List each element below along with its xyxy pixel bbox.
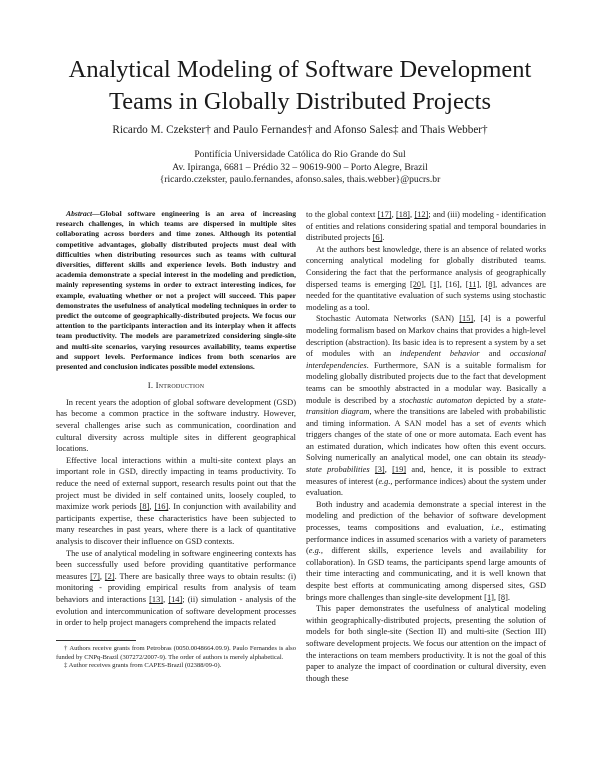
paragraph-text: and, hence, it is possible to extract measures of interest ( bbox=[306, 465, 547, 486]
paragraph-text: . There are basically three ways to obtain results: (i) monitoring - providing empirical results from analysis of team behaviors and interactions bbox=[56, 571, 296, 604]
emphasis: i.e. bbox=[491, 523, 502, 533]
citation-link[interactable]: [16] bbox=[154, 502, 169, 512]
paragraph-text: , estimating performance indices in assumed scenarios with a variety of parameters ( bbox=[306, 523, 546, 556]
emphasis: occasional interdependencies bbox=[306, 349, 547, 370]
citation-link[interactable]: [3] bbox=[374, 465, 385, 475]
footnote-divider bbox=[56, 640, 136, 641]
paragraph-text: depicted by a bbox=[472, 395, 528, 405]
citation-link[interactable]: [8] bbox=[498, 592, 508, 602]
citation-link[interactable]: [18] bbox=[396, 210, 410, 219]
citation-link[interactable]: [7] bbox=[90, 571, 100, 581]
paragraph-text: The use of analytical modeling in software engineering contexts has been successfully used before providing quantitative performance measures bbox=[56, 548, 296, 581]
emphasis: stochastic automaton bbox=[399, 395, 473, 405]
affiliation-line-2: Av. Ipiranga, 6681 – Prédio 32 – 90619-900 – Porto Alegre, Brazil bbox=[172, 161, 428, 173]
abstract-label: Abstract bbox=[66, 209, 93, 218]
affiliation-block bbox=[40, 149, 560, 187]
abstract bbox=[56, 209, 296, 372]
emphasis: e.g. bbox=[378, 476, 391, 486]
paragraph-text: , where the transitions are labeled with probabilistic and timing information. A SAN model has a set of bbox=[306, 407, 546, 428]
citation-link[interactable]: [17] bbox=[377, 210, 392, 219]
citation-link[interactable]: [15] bbox=[459, 314, 474, 324]
citation-link[interactable]: [14] bbox=[168, 594, 183, 604]
citation-link[interactable]: [1] bbox=[429, 279, 440, 289]
emphasis: state-transition diagram bbox=[306, 395, 547, 417]
affiliation-emails: {ricardo.czekster, paulo.fernandes, afonso.sales, thais.webber}@pucrs.br bbox=[159, 174, 441, 186]
author-list: Ricardo M. Czekster† and Paulo Fernandes† and Afonso Sales‡ and Thais Webber† bbox=[112, 124, 488, 136]
paragraph-text: Both industry and academia demonstrate a special interest in the modeling and prediction of the behavior of software development processes, teams compositions and evaluation, bbox=[306, 499, 546, 533]
citation-link[interactable]: [11] bbox=[465, 279, 480, 289]
citation-link[interactable]: [12] bbox=[414, 210, 429, 219]
right-column bbox=[306, 209, 546, 684]
right-paragraph-4: Both industry and academia demonstrate a special interest in the modeling and prediction of the behavior of software development processes, teams compositions and evaluation, i.e., estimating performance indices in assumed scenarios with a variety of parameters (e.g., different skills, experience levels and availability for collaboration). In GSD teams, the participants spend large amounts of their time interacting and communicating, and it is well known that despite best efforts at communicating among dispersed sites, GSD brings more challenges than single-site development [1], [8]. bbox=[306, 499, 546, 602]
emphasis: events bbox=[500, 418, 522, 428]
paragraph-text: Stochastic Automata Networks (SAN) bbox=[316, 314, 460, 324]
title-line-1: Analytical Modeling of Software Development bbox=[68, 56, 532, 83]
citation-link[interactable]: [2] bbox=[104, 571, 115, 581]
emphasis: independent behavior bbox=[400, 349, 480, 359]
paragraph-text: , advances are needed for the quantitative evaluation of such systems using stochastic modeling as a tool. bbox=[306, 279, 547, 312]
title-line-2: Teams in Globally Distributed Projects bbox=[108, 88, 492, 115]
right-paragraph-1: to the global context [17], [18], [12]; and (iii) modeling - identification of entities and relations considering spatial and temporal boundaries in distributed projects [6]. bbox=[306, 210, 546, 243]
paragraph-text: ; (ii) simulation - analysis of the evolution and intercommunication of software development processes in order to help project managers comprehend the impacts related bbox=[56, 594, 296, 628]
paragraph-text: Effective local interactions within a multi-site context plays an important role in GSD, directly impacting in teams productivity. To reduce the need of external support, research results point out that the project must be divided in self contained units, loosely coupled, to maximize work periods bbox=[56, 455, 296, 512]
paragraph-text: ; and (iii) modeling - identification of entities and relations considering spatial and temporal boundaries in distributed projects bbox=[306, 210, 546, 243]
paragraph-text: which triggers changes of the state of one or more automata. Each event has an estimated duration, which indicates how often this event occurs. Solving numerically an analytical model, one can obtain its bbox=[306, 418, 547, 463]
citation-link[interactable]: [8] bbox=[485, 279, 496, 289]
citation-text: [4] bbox=[480, 314, 491, 324]
footnotes bbox=[56, 640, 296, 671]
citation-link[interactable]: [20] bbox=[409, 279, 424, 289]
emphasis: e.g. bbox=[308, 546, 321, 556]
paragraph-text: . In conjunction with availability and participants expertise, these characteristics have been subjected to many researches in past years, where there is a lack of quantitative analysis to discover their influence on GSD contexts. bbox=[56, 502, 296, 546]
left-column bbox=[56, 209, 296, 629]
emphasis: steady-state probabilities bbox=[306, 453, 546, 475]
intro-paragraph-2: Effective local interactions within a multi-site context plays an important role in GSD, directly impacting in teams productivity. To reduce the need of external support, research results point out that the project must be divided in self contained units, loosely coupled, to maximize work periods [8], [16]. In conjunction with availability and participants expertise, these characteristics have been subjected to many researches in past years, where there is a lack of quantitative analysis to discover their influence on GSD contexts. bbox=[56, 455, 296, 546]
paragraph-text: . Furthermore, SAN is a suitable formalism for modeling globally distributed projects due to the fact that development teams can be smoothly abstracted in a modular way. Basically a module is described by a bbox=[306, 360, 546, 405]
citation-text: [16] bbox=[445, 279, 460, 289]
paragraph-text: , different skills, experience levels and availability for collaboration). In GSD teams, the participants spend large amounts of their time interacting and communicating, and it is well known that despite best efforts at communicating among dispersed sites, GSD brings more challenges than single-site development bbox=[306, 546, 546, 602]
right-paragraph-2: At the authors best knowledge, there is an absence of related works concerning analytical modeling for globally distributed teams. Considering the fact that the performance analysis of geographically dispersed teams is emerging [20], [1], [16], [11], [8], advances are needed for the quantitative evaluation of such systems using stochastic modeling as a tool. bbox=[306, 244, 547, 312]
footnote-1: † Authors receive grants from Petrobras (0050.0048664.09.9). Paulo Fernandes is also funded by CNPq-Brazil (307272/2007-9). The order of authors is merely alphabetical. bbox=[56, 645, 296, 661]
citation-link[interactable]: [6] bbox=[372, 233, 383, 243]
paper-title bbox=[40, 54, 560, 118]
paragraph-text: and bbox=[479, 349, 510, 359]
right-paragraph-5: This paper demonstrates the usefulness of analytical modeling within geographically-distributed projects, presenting the solution of models for both single-site (Section II) and multi-site (Section III) software development projects. We focus our attention on the impact of the interactions on team members productivity. It is not the goal of this paper to analyze the impact of coordination or cultural diversity, even though these bbox=[306, 604, 546, 683]
citation-link[interactable]: [8] bbox=[139, 502, 150, 512]
footnote-2: ‡ Author receives grants from CAPES-Brazil (02388/09-0). bbox=[64, 662, 222, 670]
paragraph-text: , performance indices) about the system under evaluation. bbox=[306, 476, 547, 498]
intro-paragraph-1: In recent years the adoption of global software development (GSD) has become a common practice in the software industry. However, several challenges arise such as communication, coordination and cultural diversity across multiple sites in different geographical locations. bbox=[56, 397, 296, 454]
citation-link[interactable]: [1] bbox=[484, 592, 494, 602]
intro-paragraph-3: The use of analytical modeling in software engineering contexts has been successfully used before providing quantitative performance measures [7], [2]. There are basically three ways to obtain results: (i) monitoring - providing empirical results from analysis of team behaviors and interactions [13], [14]; (ii) simulation - analysis of the evolution and intercommunication of software development processes in order to help project managers comprehend the impacts related bbox=[56, 548, 296, 628]
paragraph-text: At the authors best knowledge, there is an absence of related works concerning analytical modeling for globally distributed teams. Considering the fact that the performance analysis of geographically dispersed teams is emerging bbox=[306, 244, 546, 289]
affiliation-line-1: Pontifícia Universidade Católica do Rio Grande do Sul bbox=[194, 149, 406, 160]
citation-link[interactable]: [19] bbox=[392, 465, 407, 475]
citation-link[interactable]: [13] bbox=[149, 594, 164, 604]
paragraph-text: to the global context bbox=[306, 210, 378, 219]
abstract-text: —Global software engineering is an area of increasing research challenges, in which teams are dispersed in multiple sites collaborating across borders and time zones. Although its potential competitive advantages, globally distributed projects must deal with difficulties when distributing resources such as teams with cultural diversities, different skills and experience levels. Both industry and academia demonstrate a special interest in the modeling and prediction, mainly representing systems in order to extract interesting indices, for example, evaluating whether or not a project will succeed. This paper demonstrates the usefulness of analytical modeling techniques in order to predict the outcome of geographically-distributed projects. We focus our attention to the participants interaction and its interplay when it affects team productivity. The models are parametrized considering single-site and multi-site scenarios, varying resources availability, teams expertise and support levels. Performance indices from both scenarios are presented and conclusion indicates possible model extensions. bbox=[56, 209, 296, 372]
right-paragraph-3: Stochastic Automata Networks (SAN) [15], [4] is a powerful modeling formalism based on Markov chains that provides a high-level description (abstraction). Its basic idea is to represent a system by a set of modules with an independent behavior and occasional interdependencies. Furthermore, SAN is a suitable formalism for modeling globally distributed projects due to the fact that development teams can be smoothly abstracted in a modular way. Basically a module is described by a stochastic automaton depicted by a state-transition diagram, where the transitions are labeled with probabilistic and timing information. A SAN model has a set of events which triggers changes of the state of one or more automata. Each event has an estimated duration, which indicates how often this event occurs. Solving numerically an analytical model, one can obtain its steady-state probabilities [3], [19] and, hence, it is possible to extract measures of interest (e.g., performance indices) about the system under evaluation. bbox=[306, 314, 547, 498]
section-heading-introduction: I. Introduction bbox=[147, 380, 205, 391]
paragraph-text: is a powerful modeling formalism based on Markov chains that provides a high-level description (abstraction). Its basic idea is to represent a system by a set of modules with an bbox=[306, 314, 546, 359]
